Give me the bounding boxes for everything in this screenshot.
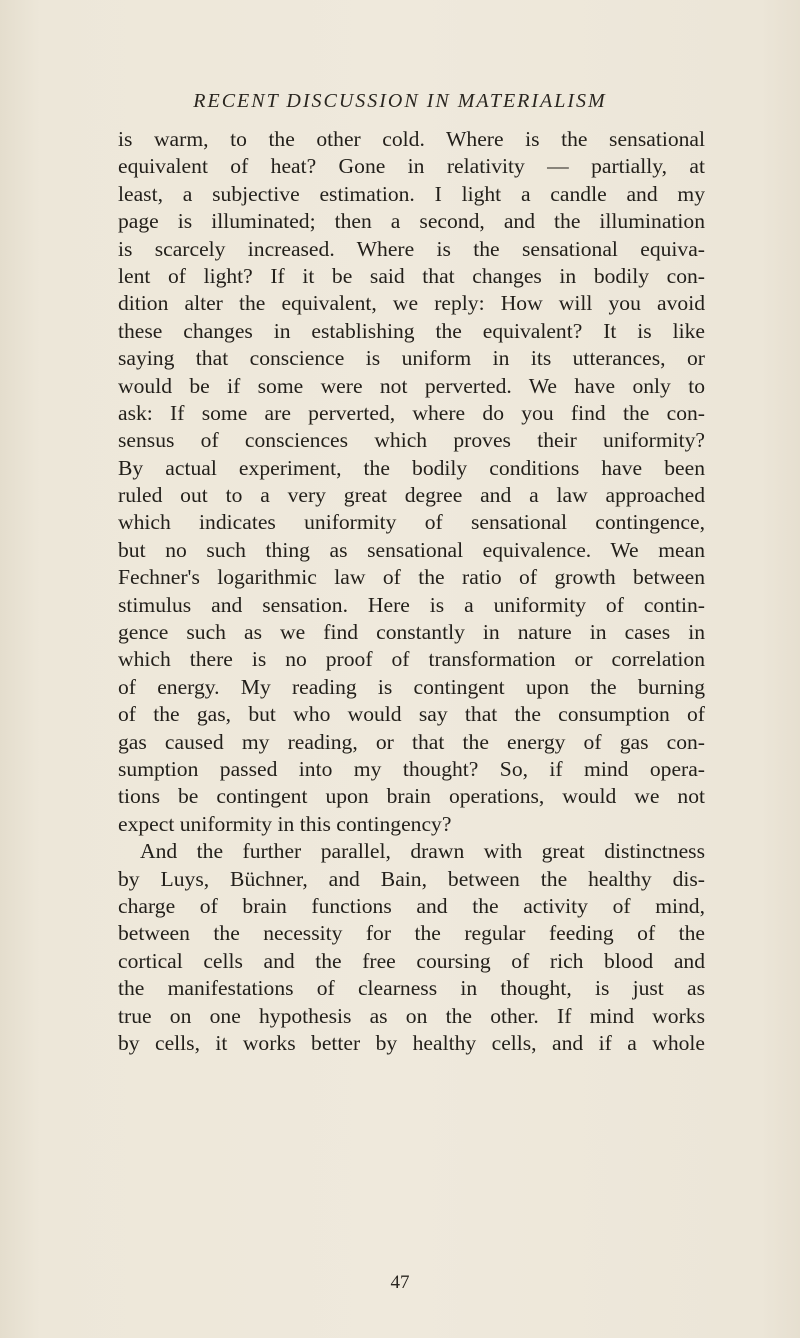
text-line: between the necessity for the regular feeding of the xyxy=(118,921,705,946)
text-line: of energy. My reading is contingent upon the burning xyxy=(118,674,705,699)
text-line: sensus of consciences which proves their uniformity? xyxy=(118,428,705,453)
text-line: saying that conscience is uniform in its utterances, or xyxy=(118,346,705,371)
text-line: of the gas, but who would say that the consumption of xyxy=(118,702,705,727)
text-line: dition alter the equivalent, we reply: How will you avoid xyxy=(118,291,705,316)
paragraph-end-line: expect uniformity in this contingency? xyxy=(118,811,452,836)
text-line: lent of light? If it be said that changes in bodily con- xyxy=(118,263,705,288)
text-line: By actual experiment, the bodily conditions have been xyxy=(118,455,705,480)
text-line: least, a subjective estimation. I light a candle and my xyxy=(118,181,705,206)
text-line: by cells, it works better by healthy cells, and if a whole xyxy=(118,1030,705,1055)
text-line: these changes in establishing the equivalent? It is like xyxy=(118,318,705,343)
text-line: is warm, to the other cold. Where is the sensational xyxy=(118,127,705,151)
text-line: which there is no proof of transformation or correlation xyxy=(118,647,705,672)
text-line: which indicates uniformity of sensational contingence, xyxy=(118,510,705,535)
text-line: the manifestations of clearness in thought, is just as xyxy=(118,976,705,1001)
running-head: RECENT DISCUSSION IN MATERIALISM xyxy=(193,90,607,112)
text-line: tions be contingent upon brain operations, would we not xyxy=(118,784,705,809)
text-line: charge of brain functions and the activity of mind, xyxy=(118,893,705,918)
paragraph-start-line: And the further parallel, drawn with great distinctness xyxy=(140,839,705,864)
text-line: page is illuminated; then a second, and the illumination xyxy=(118,209,705,234)
text-line: is scarcely increased. Where is the sensational equiva- xyxy=(118,236,705,261)
text-line: sumption passed into my thought? So, if mind opera- xyxy=(118,756,705,781)
text-line: ruled out to a very great degree and a law approached xyxy=(118,483,705,508)
text-line: cortical cells and the free coursing of rich blood and xyxy=(118,948,705,973)
text-line: by Luys, Büchner, and Bain, between the healthy dis- xyxy=(118,866,705,891)
text-line: true on one hypothesis as on the other. If mind works xyxy=(118,1003,705,1028)
text-line: but no such thing as sensational equivalence. We mean xyxy=(118,537,705,562)
text-line: Fechner's logarithmic law of the ratio of growth between xyxy=(118,565,705,590)
text-line: ask: If some are perverted, where do you find the con- xyxy=(118,400,705,425)
page-number: 47 xyxy=(390,1272,410,1293)
text-line: equivalent of heat? Gone in relativity — partially, at xyxy=(118,154,705,179)
text-line: gence such as we find constantly in nature in cases in xyxy=(118,620,705,645)
body-text xyxy=(118,126,705,1057)
text-line: would be if some were not perverted. We have only to xyxy=(118,373,705,398)
text-line: stimulus and sensation. Here is a uniformity of contin- xyxy=(118,592,705,617)
text-line: gas caused my reading, or that the energy of gas con- xyxy=(118,729,705,754)
